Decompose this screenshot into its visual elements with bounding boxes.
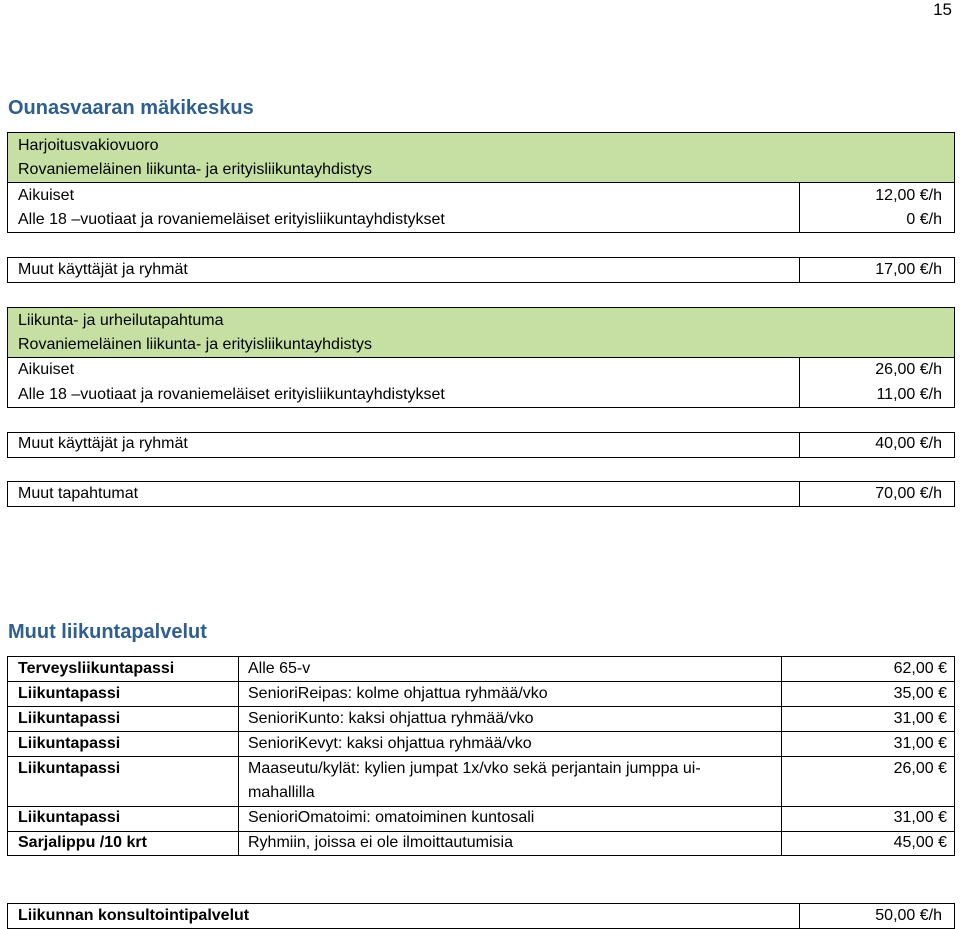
table-row-1-price: 62,00 € [893, 660, 947, 677]
konsultointi-price: 50,00 €/h [875, 907, 942, 924]
block2-row2-price: 11,00 €/h [876, 386, 942, 403]
muut1-price: 17,00 €/h [875, 261, 942, 278]
table-row-6-price: 31,00 € [893, 809, 947, 826]
table-row-3-price: 31,00 € [893, 710, 947, 727]
table-row-5-desc: Maaseutu/kylät: kylien jumpat 1x/vko sekä perjantain jumppa ui- [248, 760, 701, 777]
table-row-6-desc: SenioriOmatoimi: omatoiminen kuntosali [248, 809, 535, 826]
muut1-label: Muut käyttäjät ja ryhmät [18, 261, 188, 278]
section-title-ounasvaara: Ounasvaaran mäkikeskus [8, 97, 254, 119]
table-row-1-name: Terveysliikuntapassi [18, 660, 175, 677]
table-row-7-name: Sarjalippu /10 krt [18, 834, 147, 851]
block1-header1: Harjoitusvakiovuoro [18, 137, 159, 154]
block1-row2-price: 0 €/h [906, 211, 942, 228]
page-number: 15 [933, 0, 952, 19]
muut3-row [7, 481, 955, 507]
muut2-price: 40,00 €/h [875, 435, 942, 452]
block2-row1-price: 26,00 €/h [875, 361, 942, 378]
table-row-3-desc: SenioriKunto: kaksi ohjattua ryhmää/vko [248, 710, 534, 727]
konsultointi-label: Liikunnan konsultointipalvelut [18, 907, 250, 924]
table-row-7-desc: Ryhmiin, joissa ei ole ilmoittautumisia [248, 834, 513, 851]
table-row-2-desc: SenioriReipas: kolme ohjattua ryhmää/vko [248, 685, 548, 702]
block1-header2: Rovaniemeläinen liikunta- ja erityisliikuntayhdistys [18, 161, 372, 178]
table-row-4-price: 31,00 € [893, 735, 947, 752]
table-row-4-desc: SenioriKevyt: kaksi ohjattua ryhmää/vko [248, 735, 532, 752]
table-row-2-name: Liikuntapassi [18, 685, 121, 702]
muut3-price: 70,00 €/h [875, 485, 942, 502]
muut3-label: Muut tapahtumat [18, 485, 139, 502]
block1-row1-price: 12,00 €/h [875, 187, 942, 204]
table-row-1-desc: Alle 65-v [248, 660, 311, 677]
block1-row1-label: Aikuiset [18, 187, 75, 204]
table-row-5-price: 26,00 € [893, 760, 947, 777]
block2-row2-label: Alle 18 –vuotiaat ja rovaniemeläiset erityisliikuntayhdistykset [18, 386, 445, 403]
block2-header1: Liikunta- ja urheilutapahtuma [18, 312, 224, 329]
block2-row1-label: Aikuiset [18, 361, 75, 378]
block1-row2-label: Alle 18 –vuotiaat ja rovaniemeläiset erityisliikuntayhdistykset [18, 211, 445, 228]
table-row-4-name: Liikuntapassi [18, 735, 121, 752]
table-row-6-name: Liikuntapassi [18, 809, 121, 826]
table-row-5-name: Liikuntapassi [18, 760, 121, 777]
table-row-2-price: 35,00 € [893, 685, 947, 702]
table-row-7-price: 45,00 € [893, 834, 947, 851]
section-title-muut-liikuntapalvelut: Muut liikuntapalvelut [8, 621, 207, 643]
muut2-label: Muut käyttäjät ja ryhmät [18, 435, 188, 452]
table-row-5-desc-cont: mahallilla [248, 784, 315, 801]
table-row-3-name: Liikuntapassi [18, 710, 121, 727]
block2-header2: Rovaniemeläinen liikunta- ja erityisliikuntayhdistys [18, 336, 372, 353]
